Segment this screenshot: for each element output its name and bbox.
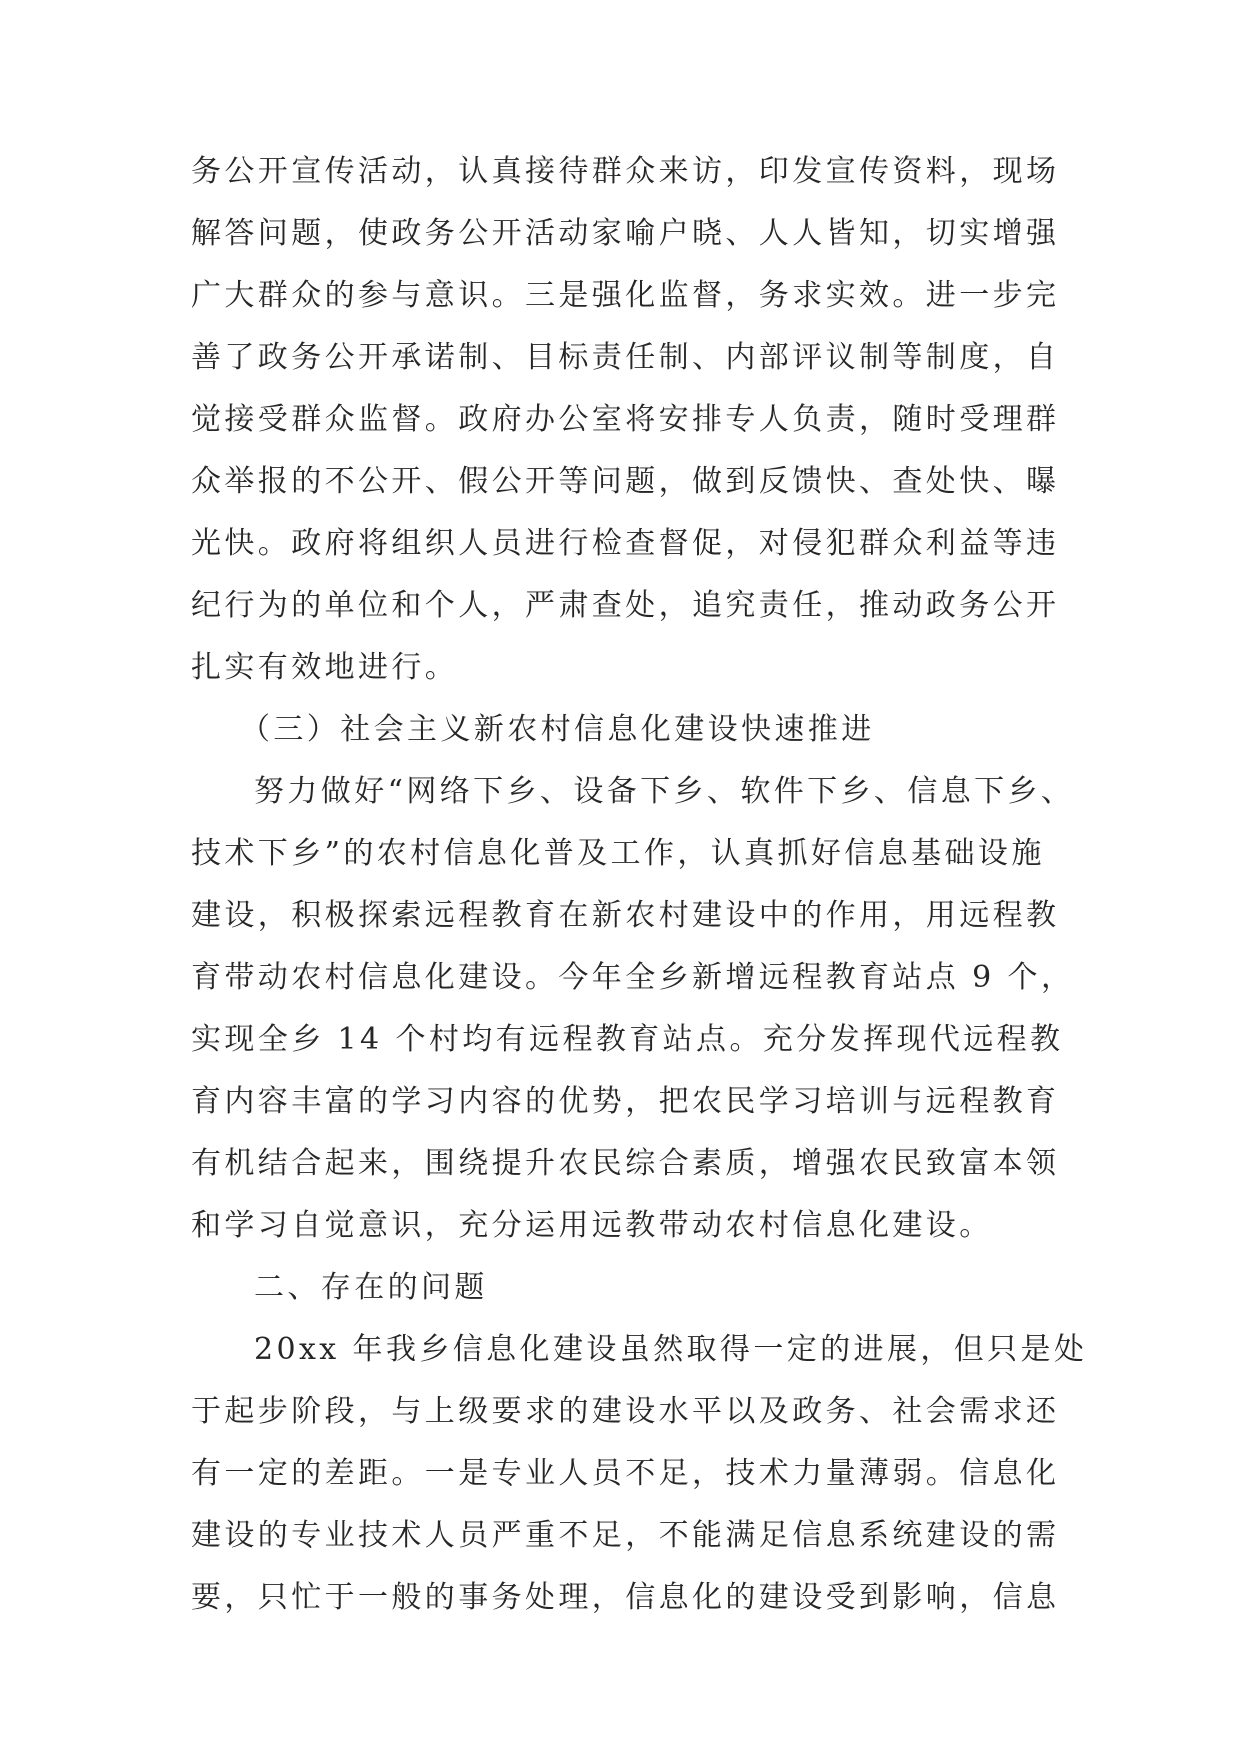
text-line: 建设，积极探索远程教育在新农村建设中的作用，用远程教 bbox=[191, 898, 1060, 933]
text-line: 务公开宣传活动，认真接待群众来访，印发宣传资料，现场 bbox=[191, 154, 1060, 189]
paragraph-start-line: 努力做好“网络下乡、设备下乡、软件下乡、信息下乡、 bbox=[254, 774, 1075, 809]
text-line: 众举报的不公开、假公开等问题，做到反馈快、查处快、曝 bbox=[191, 464, 1060, 499]
section-heading: 二、存在的问题 bbox=[254, 1270, 488, 1305]
text-line: 育带动农村信息化建设。今年全乡新增远程教育站点 9 个， bbox=[191, 960, 1075, 995]
text-line: 建设的专业技术人员严重不足，不能满足信息系统建设的需 bbox=[191, 1518, 1060, 1553]
text-line: 解答问题，使政务公开活动家喻户晓、人人皆知，切实增强 bbox=[191, 216, 1060, 251]
paragraph-start-line: 20xx 年我乡信息化建设虽然取得一定的进展，但只是处 bbox=[254, 1332, 1088, 1367]
text-line: 要，只忙于一般的事务处理，信息化的建设受到影响，信息 bbox=[191, 1580, 1060, 1615]
text-line: 纪行为的单位和个人，严肃查处，追究责任，推动政务公开 bbox=[191, 588, 1060, 623]
text-line: 和学习自觉意识，充分运用远教带动农村信息化建设。 bbox=[191, 1208, 993, 1243]
text-line: 有一定的差距。一是专业人员不足，技术力量薄弱。信息化 bbox=[191, 1456, 1060, 1491]
text-line: 于起步阶段，与上级要求的建设水平以及政务、社会需求还 bbox=[191, 1394, 1060, 1429]
text-line: 善了政务公开承诺制、目标责任制、内部评议制等制度，自 bbox=[191, 340, 1060, 375]
section-heading: （三）社会主义新农村信息化建设快速推进 bbox=[240, 712, 875, 747]
text-line: 广大群众的参与意识。三是强化监督，务求实效。进一步完 bbox=[191, 278, 1060, 313]
text-line: 技术下乡”的农村信息化普及工作，认真抓好信息基础设施 bbox=[191, 836, 1045, 871]
text-line: 觉接受群众监督。政府办公室将安排专人负责，随时受理群 bbox=[191, 402, 1060, 437]
text-line: 光快。政府将组织人员进行检查督促，对侵犯群众利益等违 bbox=[191, 526, 1060, 561]
text-line: 有机结合起来，围绕提升农民综合素质，增强农民致富本领 bbox=[191, 1146, 1060, 1181]
text-line: 育内容丰富的学习内容的优势，把农民学习培训与远程教育 bbox=[191, 1084, 1060, 1119]
text-line: 实现全乡 14 个村均有远程教育站点。充分发挥现代远程教 bbox=[191, 1022, 1064, 1057]
text-line: 扎实有效地进行。 bbox=[191, 650, 459, 685]
